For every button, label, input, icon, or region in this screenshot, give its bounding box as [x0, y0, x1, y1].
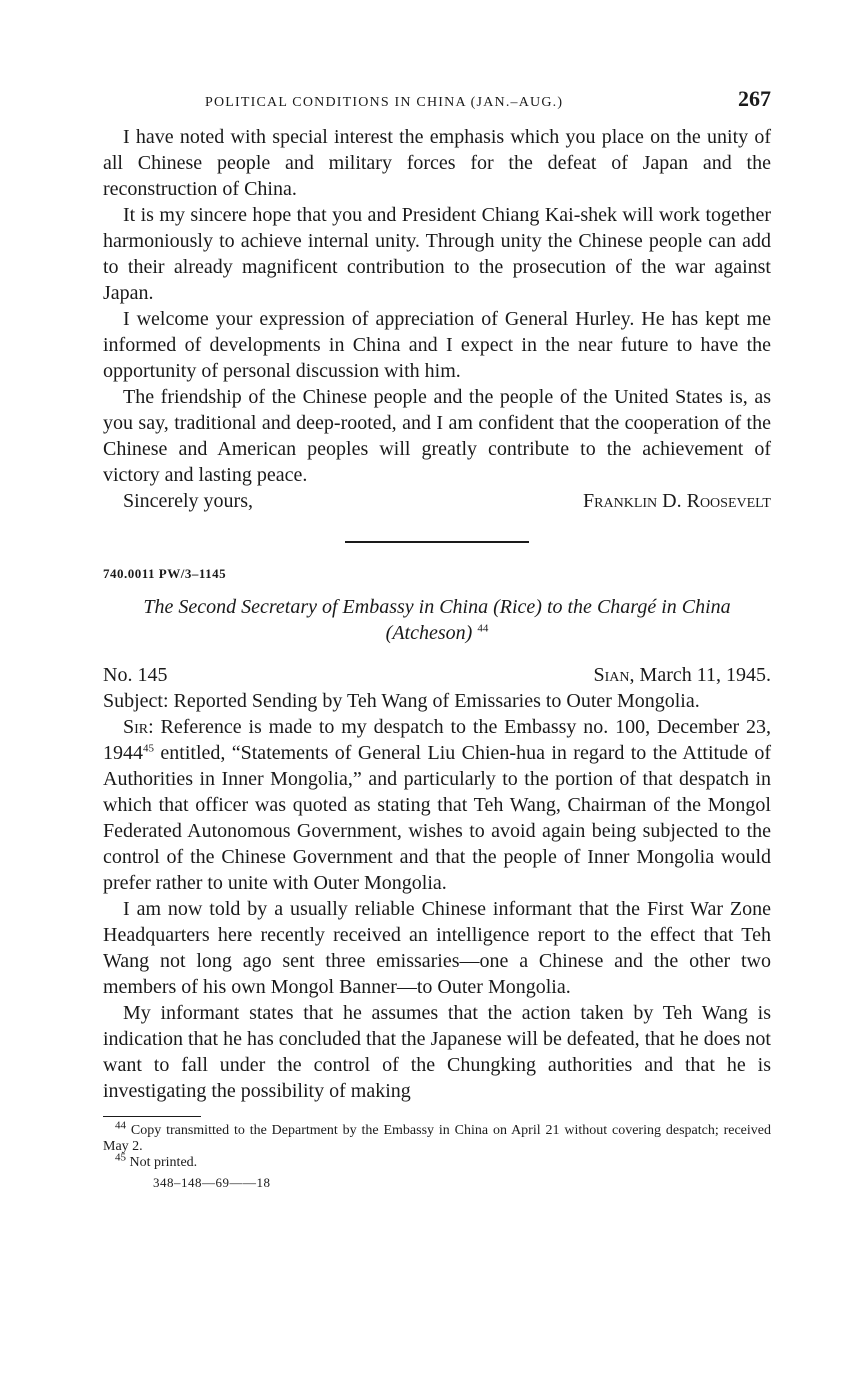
- page-number: 267: [738, 86, 771, 111]
- signature: Franklin D. Roosevelt: [583, 490, 771, 512]
- salutation: Sir:: [123, 716, 154, 738]
- document-title-footnote-ref: 44: [477, 622, 489, 635]
- despatch-number: No. 145: [103, 664, 168, 686]
- dateline: [103, 662, 771, 688]
- despatch-paragraph: I am now told by a usually reliable Chinese informant that the First War Zone Headquarters here recently received an intelligence report to the effect that Teh Wang not long ago sent three emissaries—one a Chinese and the other two members of his own Mongol Banner—to Outer Mongolia.: [103, 898, 771, 998]
- despatch-paragraph: [103, 714, 771, 896]
- running-title: POLITICAL CONDITIONS IN CHINA (JAN.–AUG.): [205, 95, 564, 110]
- document-title-text: The Second Secretary of Embassy in China (Rice) to the Chargé in China (Atcheson): [143, 596, 731, 644]
- paragraph-text: Reference is made to my despatch to the Embassy no. 100, December 23, 1944: [103, 716, 771, 764]
- closing: Sincerely yours,: [123, 490, 253, 512]
- subject-line: Subject: Reported Sending by Teh Wang of Emissaries to Outer Mongolia.: [103, 690, 700, 712]
- footnotes: [103, 1119, 772, 1171]
- footnote: [103, 1151, 771, 1171]
- letter-body: [103, 124, 771, 514]
- date: March 11, 1945.: [639, 664, 771, 686]
- place: Sian,: [593, 664, 635, 686]
- footnote-mark: 44: [115, 1119, 126, 1132]
- signoff: [103, 488, 771, 514]
- letter-paragraph: The friendship of the Chinese people and the people of the United States is, as you say, traditional and deep-rooted, and I am confident that the cooperation of the Chinese and American peoples will greatly contribute to the achievement of victory and lasting peace.: [103, 386, 771, 486]
- footnote-mark: 45: [115, 1151, 126, 1164]
- file-number: 740.0011 PW/3–1145: [103, 566, 227, 581]
- letter-paragraph: It is my sincere hope that you and President Chiang Kai-shek will work together harmoniously to achieve internal unity. Through unity the Chinese people can add to their already magnificent contribution to the prosecution of the war against Japan.: [103, 204, 771, 304]
- footnote-ref: 45: [143, 742, 154, 755]
- letter-paragraph: I welcome your expression of appreciation of General Hurley. He has kept me informed of developments in China and I expect in the near future to have the opportunity of personal discussion with him.: [103, 308, 771, 382]
- paragraph-text: entitled, “Statements of General Liu Chien-hua in regard to the Attitude of Authorities in Inner Mongolia,” and particularly to the portion of that despatch in which that officer was quoted as stating that Teh Wang, Chairman of the Mongol Federated Autonomous Government, wishes to avoid again being subjected to the control of the Chinese Government and that the people of Inner Mongolia would prefer rather to unite with Outer Mongolia.: [103, 742, 771, 894]
- document-title: [103, 594, 771, 646]
- despatch-paragraph: My informant states that he assumes that the action taken by Teh Wang is indication that he has concluded that the Japanese will be defeated, that he does not want to fall under the control of the Chungking authorities and that he is investigating the possibility of making: [103, 1002, 771, 1102]
- print-code: 348–148—69——18: [153, 1175, 271, 1190]
- footnote: [103, 1119, 772, 1155]
- letter-paragraph: I have noted with special interest the emphasis which you place on the unity of all Chinese people and military forces for the defeat of Japan and the reconstruction of China.: [103, 126, 771, 200]
- place-date: [594, 662, 771, 688]
- running-head: [103, 84, 771, 124]
- footnote-text: Not printed.: [129, 1155, 198, 1170]
- page: [103, 84, 771, 1191]
- section-divider: [345, 541, 529, 543]
- footnote-text: Copy transmitted to the Department by the Embassy in China on April 21 without covering despatch; received May 2.: [103, 1123, 772, 1154]
- footnote-divider: [103, 1116, 201, 1117]
